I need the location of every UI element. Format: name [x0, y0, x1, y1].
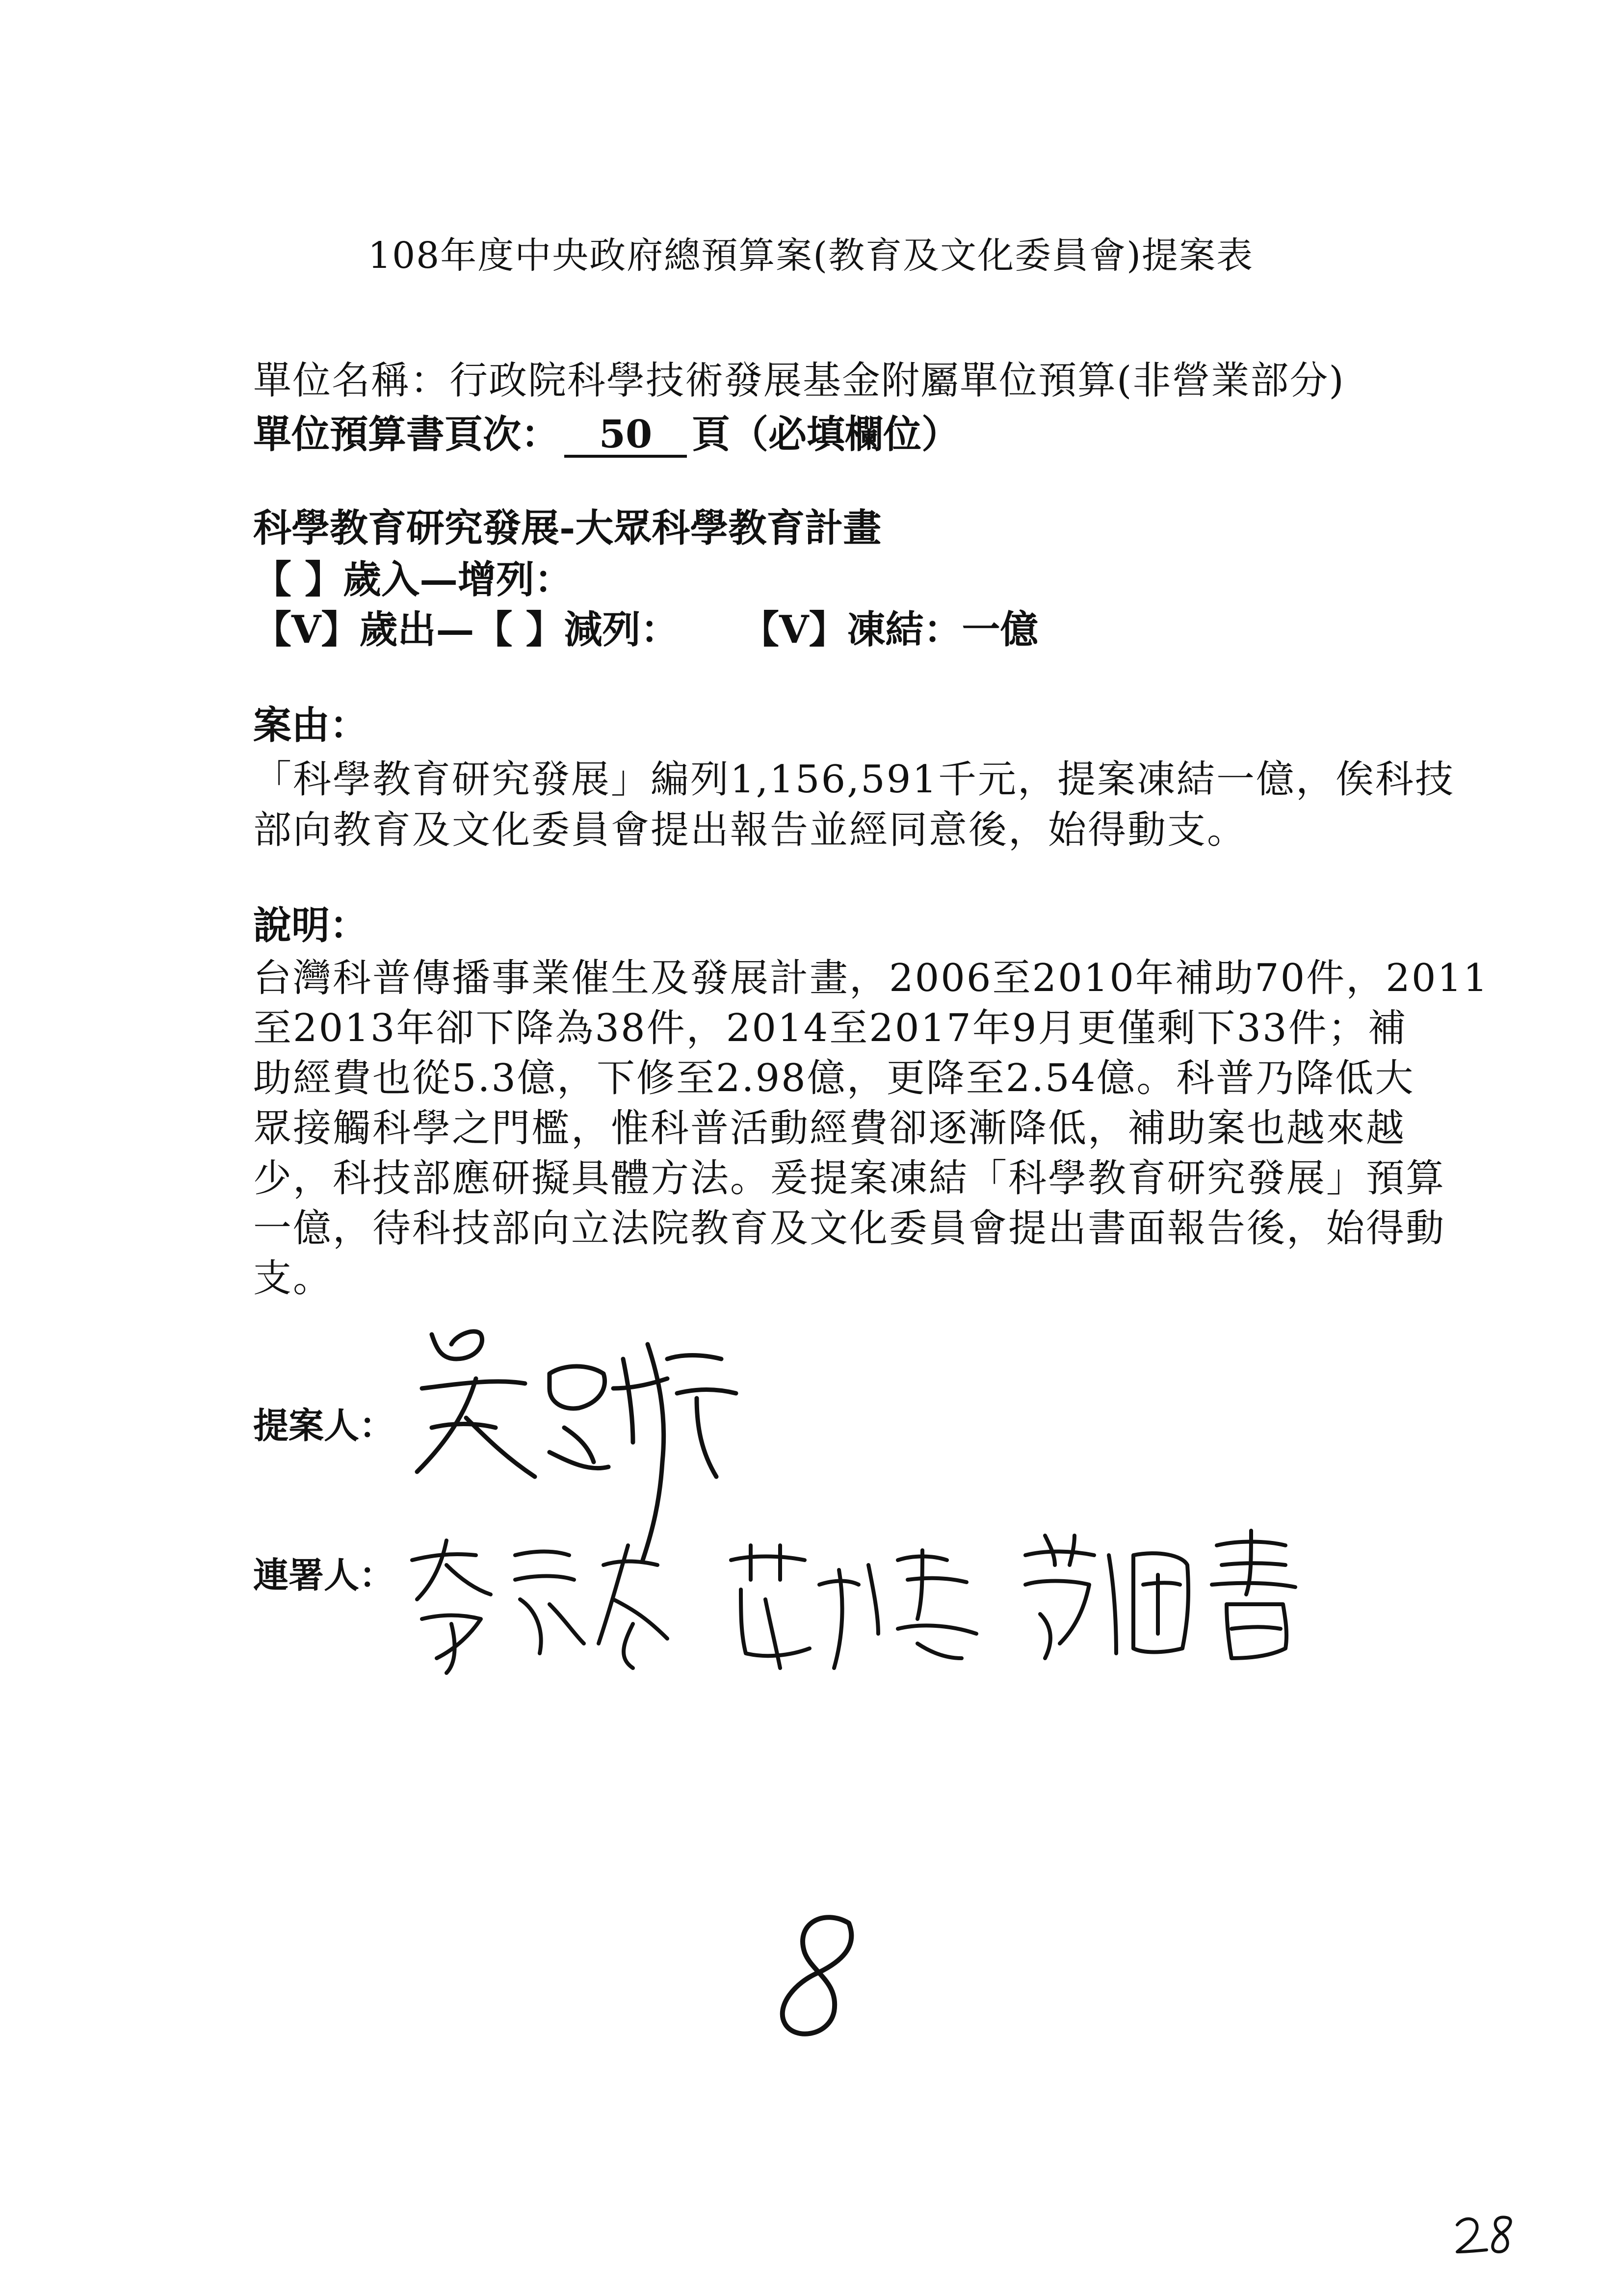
revenue-increase-line: 【 】歲入—增列： [253, 557, 573, 602]
proposer-label: 提案人： [253, 1405, 395, 1446]
page-reference-suffix: 頁（必填欄位） [692, 412, 960, 457]
explanation-line-1: 台灣科普傳播事業催生及發展計畫，2006至2010年補助70件，2011 [253, 956, 1489, 1000]
explanation-heading: 說明： [253, 903, 368, 948]
handwritten-page-number [1452, 2213, 1521, 2257]
explanation-line-3: 助經費也從5.3億，下修至2.98億，更降至2.54億。科普乃降低大 [253, 1056, 1415, 1100]
page-number-field: 50 [564, 416, 687, 458]
explanation-line-2: 至2013年卻下降為38件，2014至2017年9月更僅剩下33件；補 [253, 1006, 1408, 1050]
handwritten-number [765, 1913, 873, 2046]
cosigner-signature-1 [402, 1536, 687, 1683]
page-reference-prefix: 單位預算書頁次： [253, 412, 560, 457]
cosigner-label: 連署人： [253, 1554, 395, 1596]
freeze-line: 【V】凍結：一億 [741, 607, 1039, 652]
unit-name: 單位名稱：行政院科學技術發展基金附屬單位預算(非營業部分) [253, 359, 1345, 403]
proposer-signature [402, 1315, 795, 1570]
cosigner-signature-3 [1011, 1526, 1305, 1683]
plan-title: 科學教育研究發展-大眾科學教育計畫 [253, 506, 882, 550]
document-title: 108年度中央政府總預算案(教育及文化委員會)提案表 [368, 235, 1254, 277]
explanation-line-6: 一億，待科技部向立法院教育及文化委員會提出書面報告後，始得動 [253, 1206, 1446, 1251]
expenditure-decrease-line: 【V】歲出—【 】減列： [253, 607, 679, 652]
page-reference [253, 412, 960, 458]
explanation-line-7: 支。 [253, 1256, 333, 1301]
reason-line-2: 部向教育及文化委員會提出報告並經同意後，始得動支。 [253, 808, 1247, 852]
explanation-line-4: 眾接觸科學之門檻，惟科普活動經費卻逐漸降低，補助案也越來越 [253, 1106, 1406, 1150]
reason-line-1: 「科學教育研究發展」編列1,156,591千元，提案凍結一億，俟科技 [253, 757, 1455, 802]
cosigner-signature-2 [721, 1540, 996, 1688]
explanation-line-5: 少，科技部應研擬具體方法。爰提案凍結「科學教育研究發展」預算 [253, 1156, 1446, 1200]
reason-heading: 案由： [253, 703, 368, 748]
